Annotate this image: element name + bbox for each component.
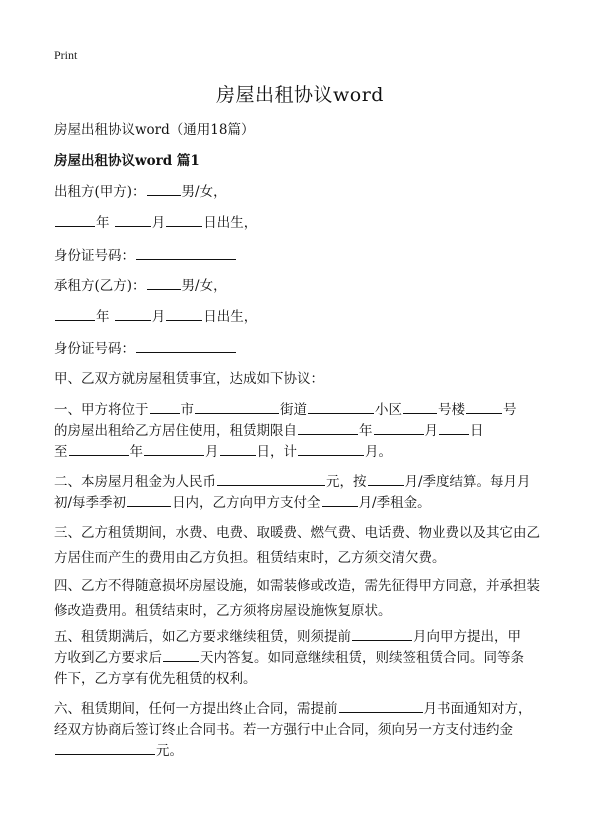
clause-6-line-3 bbox=[54, 739, 549, 764]
blank-field bbox=[127, 491, 171, 507]
print-label: Print bbox=[54, 48, 78, 62]
clause-4: 四、乙方不得随意损坏房屋设施，如需装修或改造，需先征得甲方同意，并承担装修改造费用。租赁结束时，乙方须将房屋设施恢复原状。 bbox=[54, 578, 540, 619]
clause-2-text: 二、本房屋月租金为人民币 bbox=[54, 474, 216, 490]
clause-1-number: 号 bbox=[503, 402, 517, 418]
blank-field bbox=[147, 274, 181, 290]
party-b-birth-line bbox=[54, 305, 549, 330]
section-heading: 房屋出租协议word 篇1 bbox=[54, 153, 200, 169]
clause-1-building: 号楼 bbox=[438, 402, 465, 418]
clause-2-text-2b: 日内，乙方向甲方支付全 bbox=[172, 495, 321, 511]
clause-3: 三、乙方租赁期间，水费、电费、取暖费、燃气费、电话费、物业费以及其它由乙方居住而产生的费用由乙方负担。租赁结束时，乙方须交清欠费。 bbox=[54, 525, 540, 566]
clause-2-yuan: 元，按 bbox=[326, 474, 367, 490]
blank-field bbox=[69, 440, 129, 456]
party-a-month: 月 bbox=[151, 215, 166, 231]
clause-2-line-2 bbox=[54, 491, 549, 516]
party-a-born: 日出生， bbox=[203, 215, 258, 231]
clause-1-street: 街道 bbox=[280, 402, 307, 418]
blank-field bbox=[339, 697, 423, 713]
clause-1-text-2: 的房屋出租给乙方居住使用，租赁期限自 bbox=[54, 423, 297, 439]
clause-1-day: 日 bbox=[470, 423, 484, 439]
clause-6-text-3b: 元。 bbox=[156, 743, 183, 759]
party-a-birth-line bbox=[54, 211, 549, 236]
clause-5-text-2: 方收到乙方要求后 bbox=[54, 650, 162, 666]
party-b-id-label: 身份证号码： bbox=[54, 341, 135, 357]
clause-6-text-1b: 月书面通知对方， bbox=[423, 701, 532, 717]
blank-field bbox=[308, 398, 374, 414]
party-a-line bbox=[54, 180, 549, 205]
party-b-year: 年 bbox=[96, 309, 110, 325]
blank-field bbox=[55, 305, 95, 321]
clause-1-to: 至 bbox=[54, 444, 68, 460]
clause-1-month-2: 月 bbox=[205, 444, 219, 460]
party-a-label: 出租方(甲方)： bbox=[54, 184, 146, 200]
blank-field bbox=[374, 419, 424, 435]
intro-line: 甲、乙双方就房屋租赁事宜，达成如下协议： bbox=[54, 371, 324, 387]
blank-field bbox=[144, 440, 204, 456]
clause-2-settle: 月/季度结算。每月月 bbox=[404, 474, 531, 490]
party-b-born: 日出生， bbox=[203, 309, 258, 325]
blank-field bbox=[220, 440, 256, 456]
blank-field bbox=[352, 625, 412, 641]
blank-field bbox=[439, 419, 469, 435]
party-b-gender: 男/女， bbox=[181, 278, 227, 294]
clause-5-text: 五、租赁期满后，如乙方要求继续租赁，则须提前 bbox=[54, 629, 351, 645]
blank-field bbox=[150, 398, 180, 414]
party-a-id-line bbox=[54, 244, 549, 269]
blank-field bbox=[195, 398, 279, 414]
blank-field bbox=[136, 337, 236, 353]
clause-2-text-2c: 月/季租金。 bbox=[358, 495, 431, 511]
blank-field bbox=[298, 440, 364, 456]
document-subtitle: 房屋出租协议word（通用18篇） bbox=[54, 122, 255, 138]
blank-field bbox=[115, 211, 151, 227]
blank-field bbox=[147, 180, 181, 196]
party-b-month: 月 bbox=[151, 309, 166, 325]
clause-1-district: 小区 bbox=[375, 402, 402, 418]
clause-5-text-2b: 天内答复。如同意继续租赁，则续签租赁合同。同等条 bbox=[200, 650, 524, 666]
blank-field bbox=[298, 419, 358, 435]
clause-1-line-3 bbox=[54, 440, 549, 465]
clause-1-year-2: 年 bbox=[129, 444, 143, 460]
clause-1-day-2: 日，计 bbox=[256, 444, 297, 460]
clause-2-text-2a: 初/每季季初 bbox=[54, 495, 127, 511]
party-b-label: 承租方(乙方)： bbox=[54, 278, 146, 294]
blank-field bbox=[55, 211, 95, 227]
blank-field bbox=[322, 491, 358, 507]
party-b-line bbox=[54, 274, 549, 299]
blank-field bbox=[136, 244, 236, 260]
clause-1-city: 市 bbox=[180, 402, 194, 418]
blank-field bbox=[217, 470, 325, 486]
blank-field bbox=[368, 470, 404, 486]
party-a-year: 年 bbox=[96, 215, 110, 231]
blank-field bbox=[115, 305, 151, 321]
party-b-id-line bbox=[54, 337, 549, 362]
clause-6-text: 六、租赁期间，任何一方提出终止合同，需提前 bbox=[54, 701, 338, 717]
blank-field bbox=[166, 211, 202, 227]
blank-field bbox=[55, 739, 155, 755]
clause-1-months: 月。 bbox=[365, 444, 392, 460]
clause-1-text: 一、甲方将位于 bbox=[54, 402, 149, 418]
clause-6-line-2: 经双方协商后签订终止合同书。若一方强行中止合同，须向另一方支付违约金 bbox=[54, 722, 513, 738]
blank-field bbox=[166, 305, 202, 321]
document-title: 房屋出租协议word bbox=[216, 84, 384, 106]
party-a-id-label: 身份证号码： bbox=[54, 248, 135, 264]
clause-5-line-3: 件下，乙方享有优先租赁的权利。 bbox=[54, 671, 257, 687]
clause-1-month: 月 bbox=[424, 423, 438, 439]
clause-5-text-1b: 月向甲方提出，甲 bbox=[413, 629, 521, 645]
blank-field bbox=[163, 646, 199, 662]
blank-field bbox=[403, 398, 437, 414]
blank-field bbox=[466, 398, 502, 414]
party-a-gender: 男/女， bbox=[181, 184, 227, 200]
clause-1-year: 年 bbox=[359, 423, 373, 439]
